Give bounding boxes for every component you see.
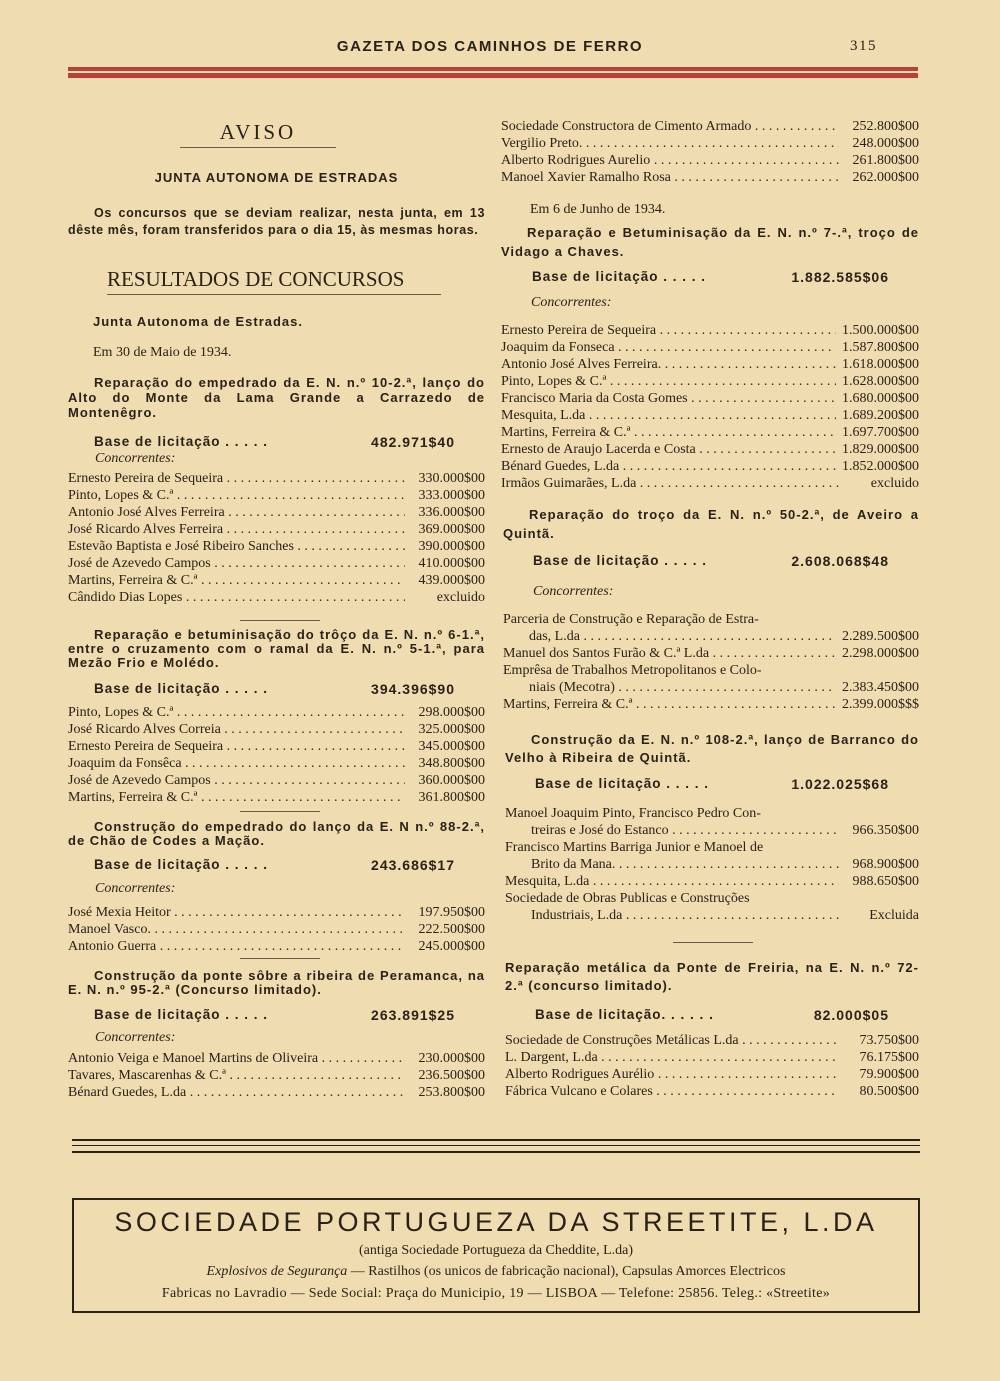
- bidder-name: Irmãos Guimarães, L.da . . .: [501, 475, 839, 492]
- bidder-list: [68, 904, 485, 955]
- results-title: RESULTADOS DE CONCURSOS: [107, 267, 441, 295]
- bidder-row: [501, 390, 919, 407]
- bidder-row: [505, 907, 919, 924]
- bidder-name: Pinto, Lopes & C.ª . . .: [501, 373, 836, 390]
- bidder-row: [68, 938, 485, 955]
- bid-amount: 245.000$00: [418, 939, 485, 954]
- header-rule: [68, 67, 918, 78]
- bid-amount: excluido: [870, 476, 919, 491]
- bid-amount: 2.399.000$$$: [842, 697, 919, 712]
- bidder-name: Fábrica Vulcano e Colares . . .: [505, 1083, 839, 1100]
- bidder-name: Francisco Maria da Costa Gomes . . .: [501, 390, 836, 407]
- bidder-row: [68, 589, 485, 606]
- bidder-row: [501, 458, 919, 475]
- bidder-row: [68, 704, 485, 721]
- bidder-name: José Ricardo Alves Correia . . .: [68, 721, 405, 738]
- base-licitacao: Base de licitação. . . . . . 82.000$05: [535, 1007, 889, 1023]
- bid-amount: 197.950$00: [418, 905, 485, 920]
- bid-amount: 1.852.000$00: [842, 459, 919, 474]
- ad-title: SOCIEDADE PORTUGUEZA DA STREETITE, L.DA: [114, 1207, 878, 1237]
- section-l3: [68, 820, 485, 955]
- base-licitacao: Base de licitação . . . . . 1.022.025$68: [535, 776, 889, 792]
- bidder-name: niais (Mecotra) . . .: [529, 679, 836, 696]
- bid-amount: 2.298.000$00: [842, 646, 919, 661]
- bidder-name: treiras e José do Estanco . . .: [531, 822, 839, 839]
- bidder-name: Industriais, L.da . . .: [531, 907, 839, 924]
- bid-amount: 73.750$00: [859, 1033, 919, 1048]
- bidder-name: Sociedade Constructora de Cimento Armado . . .: [501, 118, 839, 135]
- bidder-row: [68, 521, 485, 538]
- bid-amount: 1.697.700$00: [842, 425, 919, 440]
- section-heading: Reparação do empedrado da E. N. n.º 10-2.ª, lanço do Alto do Monte da Lama Grande a Carrazedo de Montenêgro.: [68, 375, 485, 420]
- bidder-name: José de Azevedo Campos . . .: [68, 555, 405, 572]
- bidder-name: José Ricardo Alves Ferreira . . .: [68, 521, 405, 538]
- ad-subtitle: (antiga Sociedade Portugueza da Cheddite, L.da): [358, 1243, 634, 1258]
- section-heading: Reparação metálica da Ponte de Freiria, na E. N. n.º 72-2.ª (concurso limitado).: [505, 960, 919, 993]
- bid-amount: 298.000$00: [418, 705, 485, 720]
- bidder-name: Antonio Guerra . . .: [68, 938, 405, 955]
- section-r0: [501, 118, 919, 186]
- concorrentes-label: Concorrentes:: [531, 295, 612, 310]
- bid-amount: 439.000$00: [418, 573, 485, 588]
- section-heading: Reparação do troço da E. N. n.º 50-2.ª, de Aveiro a Quintã.: [503, 507, 919, 541]
- ad-line2: Fabricas no Lavradio — Sede Social: Praça do Municipio, 19 — LISBOA — Telefone: 25856. Teleg.: «Streetite»: [161, 1286, 831, 1301]
- bidder-name: Ernesto Pereira de Sequeira . . .: [68, 470, 405, 487]
- bid-amount: 1.618.000$00: [842, 357, 919, 372]
- bidder-list: [68, 704, 485, 806]
- concorrentes-label: Concorrentes:: [95, 1030, 176, 1045]
- bidder-name: Antonio José Alves Ferreira . . .: [68, 504, 405, 521]
- bid-amount: 390.000$00: [418, 539, 485, 554]
- bidder-name-line: Sociedade de Obras Publicas e Construções: [505, 891, 750, 906]
- bid-amount: 2.289.500$00: [842, 629, 919, 644]
- bidder-name: Martins, Ferreira & C.ª . . .: [501, 424, 836, 441]
- bid-amount: 325.000$00: [418, 722, 485, 737]
- base-licitacao: Base de licitação . . . . . 1.882.585$06: [532, 269, 889, 285]
- bidder-name: Ernesto de Araujo Lacerda e Costa . . .: [501, 441, 836, 458]
- bidder-row: [501, 373, 919, 390]
- ad-line1: Explosivos de Segurança — Rastilhos (os unicos de fabricação nacional), Capsulas Amorces Electricos: [206, 1264, 786, 1279]
- bid-amount: 252.800$00: [852, 119, 919, 134]
- bid-amount: 988.650$00: [852, 874, 919, 889]
- bidder-row: [68, 470, 485, 487]
- bidder-row: [68, 504, 485, 521]
- bidder-row: [501, 424, 919, 441]
- concorrentes-label: Concorrentes:: [533, 584, 614, 599]
- bidder-name: Antonio José Alves Ferreira. . . .: [501, 356, 836, 373]
- bidder-list: [505, 1032, 919, 1100]
- bid-amount: 248.000$00: [852, 136, 919, 151]
- bid-amount: 369.000$00: [418, 522, 485, 537]
- bidder-row: [505, 873, 919, 890]
- bid-amount: 1.500.000$00: [842, 323, 919, 338]
- bid-amount: 2.383.450$00: [842, 680, 919, 695]
- bidder-name: Sociedade de Construções Metálicas L.da . . .: [505, 1032, 839, 1049]
- section-heading: Construção do empedrado do lanço da E. N n.º 88-2.ª, de Chão de Codes a Mação.: [68, 819, 485, 848]
- bidder-name-line: Francisco Martins Barriga Junior e Manoel de: [505, 840, 764, 855]
- bidder-name: Joaquim da Fonsêca . . .: [68, 755, 405, 772]
- bidder-name: Estevão Baptista e José Ribeiro Sanches . . .: [68, 538, 405, 555]
- bidder-row: [505, 822, 919, 839]
- section-heading: Reparação e Betuminisação da E. N. n.º 7-.ª, troço de Vidago a Chaves.: [501, 225, 919, 259]
- bid-amount: 345.000$00: [418, 739, 485, 754]
- bid-amount: 1.689.200$00: [842, 408, 919, 423]
- section-l2: [68, 628, 485, 806]
- bidder-name: Manoel Vasco. . . .: [68, 921, 405, 938]
- bidder-name: Mesquita, L.da . . .: [501, 407, 836, 424]
- bid-amount: 76.175$00: [859, 1050, 919, 1065]
- bid-amount: Excluida: [869, 908, 919, 923]
- bidder-list: [503, 611, 919, 713]
- bid-amount: 262.000$00: [852, 170, 919, 185]
- bidder-row: [501, 407, 919, 424]
- section-heading: Construção da E. N. n.º 108-2.ª, lanço de Barranco do Velho à Ribeira de Quintã.: [505, 732, 919, 765]
- bidder-row: [505, 1049, 919, 1066]
- bidder-name: Mesquita, L.da . . .: [505, 873, 839, 890]
- bidder-row: [503, 645, 919, 662]
- bidder-row: [501, 169, 919, 186]
- advertisement-box: [72, 1198, 920, 1313]
- bidder-name: Tavares, Mascarenhas & C.ª . . .: [68, 1067, 405, 1084]
- section-divider: [240, 620, 320, 621]
- bidder-row: [68, 772, 485, 789]
- bid-amount: 1.628.000$00: [842, 374, 919, 389]
- section-heading: Construção da ponte sôbre a ribeira de Peramanca, na E. N. n.º 95-2.ª (Concurso limitado).: [68, 968, 485, 997]
- bidder-name: José Mexia Heitor . . .: [68, 904, 405, 921]
- bid-amount: 968.900$00: [852, 857, 919, 872]
- bid-amount: 333.000$00: [418, 488, 485, 503]
- base-licitacao: Base de licitação . . . . . 263.891$25: [94, 1007, 455, 1023]
- bidder-row: [68, 1084, 485, 1101]
- bidder-list: [68, 470, 485, 606]
- bidder-name: Martins, Ferreira & C.ª . . .: [68, 789, 405, 806]
- bid-amount: 1.680.000$00: [842, 391, 919, 406]
- bid-amount: 222.500$00: [418, 922, 485, 937]
- bidder-row: [68, 1050, 485, 1067]
- bid-amount: 348.800$00: [418, 756, 485, 771]
- bidder-name: Pinto, Lopes & C.ª . . .: [68, 487, 405, 504]
- date-line: Em 30 de Maio de 1934.: [93, 345, 232, 360]
- journal-title: GAZETA DOS CAMINHOS DE FERRO: [336, 38, 644, 55]
- bidder-row: [501, 356, 919, 373]
- bidder-name: das, L.da . . .: [529, 628, 836, 645]
- concorrentes-label: Concorrentes:: [95, 881, 176, 896]
- bottom-rule: [72, 1139, 920, 1153]
- bid-amount: excluido: [436, 590, 485, 605]
- bidder-name: Bénard Guedes, L.da . . .: [501, 458, 836, 475]
- base-licitacao: Base de licitação . . . . . 243.686$17: [94, 857, 455, 873]
- bid-amount: 79.900$00: [859, 1067, 919, 1082]
- aviso-title: AVISO: [180, 120, 336, 148]
- bidder-row: [501, 322, 919, 339]
- bidder-row: [503, 628, 919, 645]
- section-divider: [673, 942, 753, 943]
- bidder-row: [68, 721, 485, 738]
- bidder-row: [505, 1083, 919, 1100]
- bidder-row: [68, 921, 485, 938]
- bidder-row: [503, 679, 919, 696]
- base-licitacao: Base de licitação . . . . . 394.396$90: [94, 681, 455, 697]
- bid-amount: 230.000$00: [418, 1051, 485, 1066]
- bidder-row: [68, 755, 485, 772]
- bidder-row: [68, 538, 485, 555]
- bidder-row: [501, 135, 919, 152]
- bidder-row: [501, 339, 919, 356]
- bid-amount: 80.500$00: [859, 1084, 919, 1099]
- bid-amount: 410.000$00: [418, 556, 485, 571]
- bidder-row: [501, 475, 919, 492]
- bidder-name: José de Azevedo Campos . . .: [68, 772, 405, 789]
- bidder-name: Alberto Rodrigues Aurelio . . .: [501, 152, 839, 169]
- bid-amount: 360.000$00: [418, 773, 485, 788]
- section-r2: [503, 505, 919, 713]
- bidder-name: Bénard Guedes, L.da . . .: [68, 1084, 405, 1101]
- section-heading: Reparação e betuminisação do trôço da E. N. n.º 6-1.ª, entre o cruzamento com o ramal da E. N. n.º 5-1.ª, para Mezão Frio e Molédo.: [68, 627, 485, 670]
- section-r4: [505, 959, 919, 1100]
- page-number: 315: [850, 38, 877, 54]
- bid-amount: 966.350$00: [852, 823, 919, 838]
- bidder-name: Pinto, Lopes & C.ª . . .: [68, 704, 405, 721]
- bidder-row: [501, 441, 919, 458]
- bidder-name: Cândido Dias Lopes . . .: [68, 589, 405, 606]
- bidder-row: [501, 118, 919, 135]
- bidder-row: [505, 1032, 919, 1049]
- bidder-row: [68, 904, 485, 921]
- bidder-list: [505, 805, 919, 924]
- bidder-name: Ernesto Pereira de Sequeira . . .: [501, 322, 836, 339]
- bidder-name: Brito da Mana. . . .: [531, 856, 839, 873]
- bidder-name: Joaquim da Fonseca . . .: [501, 339, 836, 356]
- bid-amount: 253.800$00: [418, 1085, 485, 1100]
- bidder-row: [68, 738, 485, 755]
- org-name: Junta Autonoma de Estradas.: [93, 314, 303, 329]
- date-line: Em 6 de Junho de 1934.: [530, 202, 666, 217]
- aviso-text: Os concursos que se deviam realizar, nesta junta, em 13 dêste mês, foram transferidos para o dia 15, às mesmas horas.: [68, 206, 485, 237]
- bidder-row: [68, 572, 485, 589]
- section-divider: [240, 958, 320, 959]
- section-l1: [68, 375, 485, 606]
- base-licitacao: Base de licitação . . . . . 482.971$40: [94, 434, 455, 450]
- bidder-row: [68, 555, 485, 572]
- aviso-org: JUNTA AUTONOMA DE ESTRADAS: [154, 170, 399, 185]
- bidder-list: [501, 322, 919, 492]
- bidder-name: Antonio Veiga e Manoel Martins de Oliveira . . .: [68, 1050, 405, 1067]
- bidder-name: Manoel Xavier Ramalho Rosa . . .: [501, 169, 839, 186]
- bid-amount: 236.500$00: [418, 1068, 485, 1083]
- bidder-row: [68, 789, 485, 806]
- section-r1: [501, 223, 919, 492]
- section-r3: [505, 731, 919, 924]
- bidder-list: [68, 1050, 485, 1101]
- bidder-name: Martins, Ferreira & C.ª . . .: [503, 696, 836, 713]
- bidder-name-line: Manoel Joaquim Pinto, Francisco Pedro Con-: [505, 806, 761, 821]
- bidder-row: [505, 856, 919, 873]
- concorrentes-label: Concorrentes:: [95, 451, 176, 466]
- bidder-row: [501, 152, 919, 169]
- bidder-name: L. Dargent, L.da . . .: [505, 1049, 839, 1066]
- section-l4: [68, 969, 485, 1101]
- bid-amount: 361.800$00: [418, 790, 485, 805]
- bid-amount: 1.829.000$00: [842, 442, 919, 457]
- bid-amount: 261.800$00: [852, 153, 919, 168]
- bidder-row: [503, 696, 919, 713]
- bidder-name-line: Emprêsa de Trabalhos Metropolitanos e Colo-: [503, 663, 762, 678]
- bottom-rule-inner: [72, 1145, 920, 1146]
- bidder-row: [68, 487, 485, 504]
- bidder-name: Martins, Ferreira & C.ª . . .: [68, 572, 405, 589]
- bidder-name: Manuel dos Santos Furão & C.ª L.da . . .: [503, 645, 836, 662]
- bidder-row: [68, 1067, 485, 1084]
- bidder-list: [501, 118, 919, 186]
- bid-amount: 330.000$00: [418, 471, 485, 486]
- bidder-name-line: Parceria de Construção e Reparação de Estra-: [503, 612, 759, 627]
- bidder-name: Ernesto Pereira de Sequeira . . .: [68, 738, 405, 755]
- bid-amount: 1.587.800$00: [842, 340, 919, 355]
- bidder-row: [505, 1066, 919, 1083]
- bidder-name: Alberto Rodrigues Aurélio . . .: [505, 1066, 839, 1083]
- bidder-name: Vergilio Preto. . . .: [501, 135, 839, 152]
- bid-amount: 336.000$00: [418, 505, 485, 520]
- section-divider: [240, 811, 320, 812]
- base-licitacao: Base de licitação . . . . . 2.608.068$48: [533, 553, 889, 569]
